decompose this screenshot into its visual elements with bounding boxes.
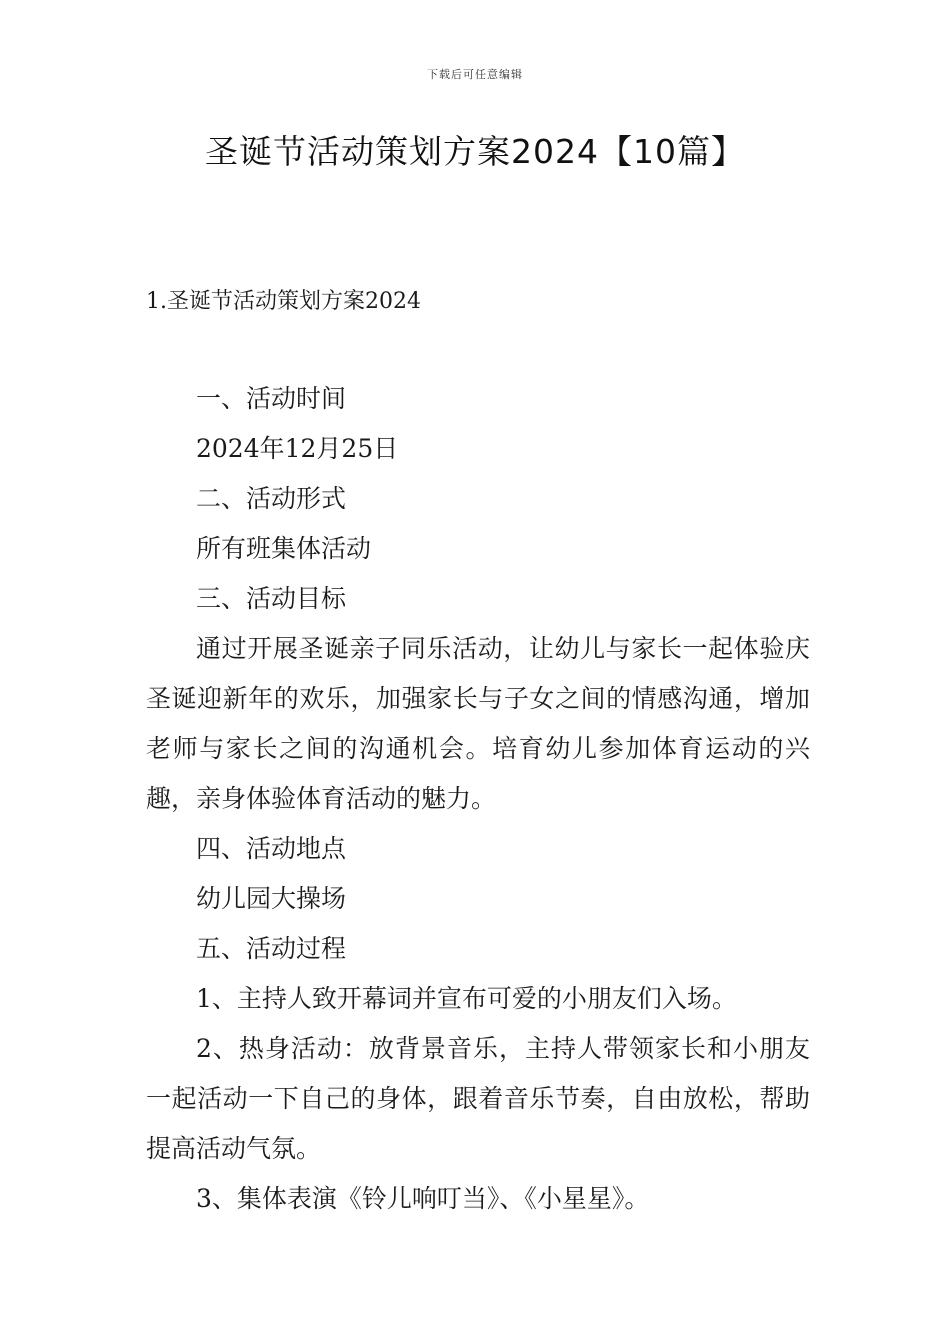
header-note: 下载后可任意编辑 — [427, 68, 523, 81]
process-step-3: 3、集体表演《铃儿响叮当》、《小星星》。 — [196, 1184, 650, 1213]
document-title: 圣诞节活动策划方案2024【10篇】 — [205, 132, 745, 171]
section-title: 1.圣诞节活动策划方案2024 — [146, 289, 421, 314]
heading-activity-goal: 三、活动目标 — [196, 584, 347, 613]
activity-location-text: 幼儿园大操场 — [196, 884, 347, 913]
heading-activity-time: 一、活动时间 — [196, 384, 347, 413]
heading-activity-process: 五、活动过程 — [196, 934, 347, 963]
heading-activity-form: 二、活动形式 — [196, 484, 347, 513]
process-step-1: 1、主持人致开幕词并宣布可爱的小朋友们入场。 — [196, 984, 737, 1013]
activity-date: 2024年12月25日 — [196, 434, 399, 463]
process-step-2: 2、热身活动：放背景音乐，主持人带领家长和小朋友一起活动一下自己的身体，跟着音乐节奏，自由放松，帮助提高活动气氛。 — [146, 1034, 810, 1163]
document-body — [146, 374, 810, 1224]
heading-activity-location: 四、活动地点 — [196, 834, 347, 863]
activity-goal-text: 通过开展圣诞亲子同乐活动，让幼儿与家长一起体验庆圣诞迎新年的欢乐，加强家长与子女之间的情感沟通，增加老师与家长之间的沟通机会。培育幼儿参加体育运动的兴趣，亲身体验体育活动的魅力。 — [146, 634, 810, 813]
activity-form-text: 所有班集体活动 — [196, 534, 372, 563]
